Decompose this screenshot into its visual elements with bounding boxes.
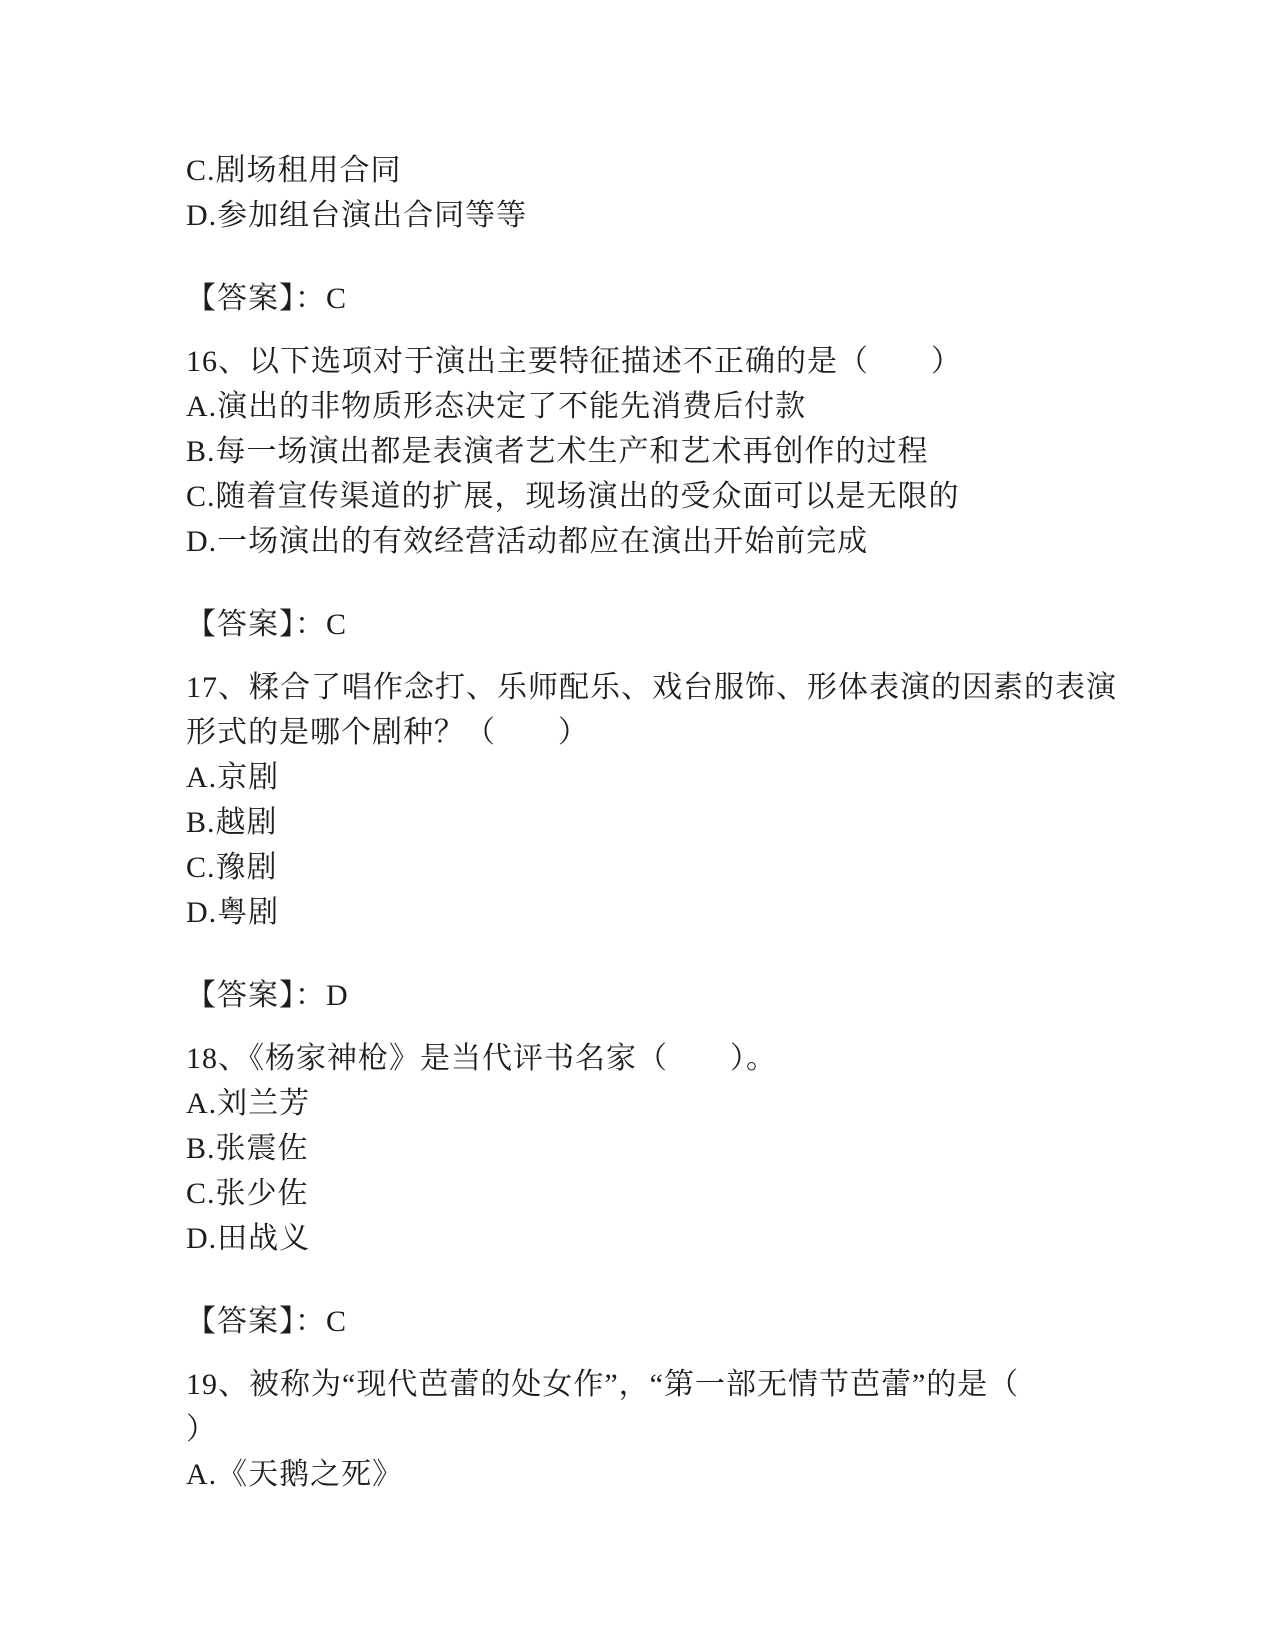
question-text-line: 16、以下选项对于演出主要特征描述不正确的是（ ） (186, 345, 962, 378)
option-text-line: C.张少佐 (186, 1177, 309, 1210)
answer-text-line: 【答案】：C (186, 1305, 348, 1338)
answer-text-line: 【答案】：D (186, 979, 349, 1012)
option-text-line: D.参加组台演出合同等等 (186, 199, 528, 232)
option-text-line: D.一场演出的有效经营活动都应在演出开始前完成 (186, 525, 869, 558)
option-text-line: A.演出的非物质形态决定了不能先消费后付款 (186, 390, 807, 423)
option-text-line: B.张震佐 (186, 1132, 309, 1165)
answer-text-line: 【答案】：C (186, 282, 348, 315)
option-text-line: C.剧场租用合同 (186, 154, 402, 187)
option-text-line: C.豫剧 (186, 851, 278, 884)
option-text-line: C.随着宣传渠道的扩展，现场演出的受众面可以是无限的 (186, 480, 960, 513)
question-text-line: 19、被称为“现代芭蕾的处女作”，“第一部无情节芭蕾”的是（ (186, 1368, 1020, 1401)
question-text-line: 18、《杨家神枪》是当代评书名家（ ）。 (186, 1042, 777, 1075)
question-text-line: 17、糅合了唱作念打、乐师配乐、戏台服饰、形体表演的因素的表演 (186, 671, 1117, 704)
answer-text-line: 【答案】：C (186, 608, 348, 641)
question-continuation-line: 形式的是哪个剧种？（ ） (186, 716, 589, 749)
option-text-line: A.刘兰芳 (186, 1087, 311, 1120)
option-text-line: A.京剧 (186, 761, 280, 794)
exam-text-body (186, 148, 1185, 1497)
option-text-line: B.越剧 (186, 806, 278, 839)
option-text-line: D.田战义 (186, 1222, 311, 1255)
question-continuation-line: ） (186, 1413, 217, 1446)
option-text-line: B.每一场演出都是表演者艺术生产和艺术再创作的过程 (186, 435, 929, 468)
option-text-line: D.粤剧 (186, 896, 280, 929)
option-text-line: A.《天鹅之死》 (186, 1458, 404, 1491)
